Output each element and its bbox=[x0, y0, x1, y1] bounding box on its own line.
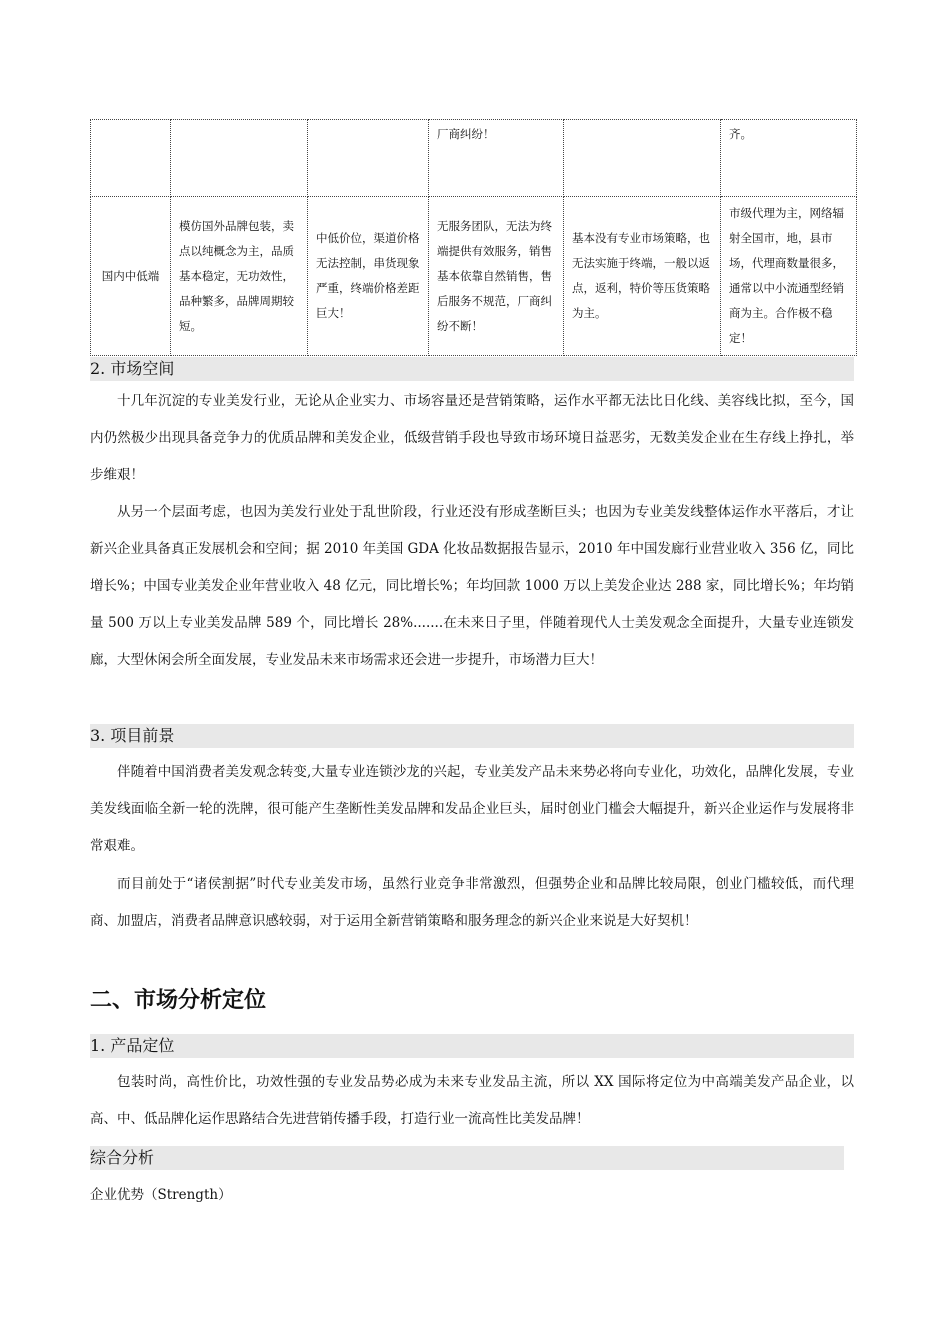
paragraph: 从另一个层面考虑，也因为美发行业处于乱世阶段，行业还没有形成垄断巨头；也因为专业美发线整体运作水平落后，才让新兴企业具备真正发展机会和空间；据 2010 年美国 GDA 化妆品数据报告显示，2010 年中国发廊行业营业收入 356 亿，同比增长%；中国专业美发企业年营业收入 48 亿元，同比增长%；年均回款 1000 万以上美发企业达 288 家，同比增长%；年均销量 500 万以上专业美发品牌 589 个，同比增长 28%.......在未来日子里，伴随着现代人士美发观念全面提升，大量专业连锁发廊，大型休闲会所全面发展，专业发品未来市场需求还会进一步提升，市场潜力巨大！ bbox=[90, 504, 854, 668]
table-cell: 模仿国外品牌包装，卖点以纯概念为主，品质基本稳定，无功效性，品种繁多，品牌周期较短。 bbox=[171, 197, 308, 356]
table-cell: 基本没有专业市场策略，也无法实施于终端，一般以返点，返利，特价等压货策略为主。 bbox=[564, 197, 721, 356]
section-heading-market-space: 2. 市场空间 bbox=[90, 357, 854, 381]
table-cell bbox=[308, 120, 429, 197]
market-comparison-table bbox=[90, 119, 857, 356]
paragraph: 包装时尚，高性价比，功效性强的专业发品势必成为未来专业发品主流，所以 XX 国际将定位为中高端美发产品企业，以高、中、低品牌化运作思路结合先进营销传播手段，打造行业一流高性比美发品牌！ bbox=[90, 1074, 854, 1127]
table-cell: 无服务团队，无法为终端提供有效服务，销售基本依靠自然销售，售后服务不规范，厂商纠纷不断！ bbox=[429, 197, 564, 356]
paragraph: 而目前处于“诸侯割据”时代专业美发市场，虽然行业竞争非常激烈，但强势企业和品牌比较局限，创业门槛较低，而代理商、加盟店，消费者品牌意识感较弱，对于运用全新营销策略和服务理念的新兴企业来说是大好契机！ bbox=[90, 876, 854, 929]
section-heading-product-positioning: 1. 产品定位 bbox=[90, 1034, 854, 1058]
table-cell: 齐。 bbox=[721, 120, 857, 197]
chapter-heading: 二、市场分析定位 bbox=[90, 988, 267, 1013]
table-cell: 市级代理为主，网络辐射全国市，地，县市场，代理商数量很多，通常以中小流通型经销商为主。合作极不稳定！ bbox=[721, 197, 857, 356]
table-row bbox=[91, 197, 857, 356]
table-cell bbox=[91, 120, 171, 197]
table-cell-tier: 国内中低端 bbox=[91, 197, 171, 356]
table-cell: 中低价位，渠道价格无法控制，串货现象严重，终端价格差距巨大！ bbox=[308, 197, 429, 356]
strength-label: 企业优势（Strength） bbox=[90, 1187, 232, 1203]
table-cell bbox=[564, 120, 721, 197]
section-heading-project-outlook: 3. 项目前景 bbox=[90, 724, 854, 748]
table-cell: 厂商纠纷！ bbox=[429, 120, 564, 197]
paragraph: 十几年沉淀的专业美发行业，无论从企业实力、市场容量还是营销策略，运作水平都无法比日化线、美容线比拟，至今，国内仍然极少出现具备竞争力的优质品牌和美发企业，低级营销手段也导致市场环境日益恶劣，无数美发企业在生存线上挣扎，举步维艰！ bbox=[90, 393, 854, 483]
section-heading-comprehensive-analysis: 综合分析 bbox=[90, 1146, 844, 1170]
table-cell bbox=[171, 120, 308, 197]
table-row bbox=[91, 120, 857, 197]
paragraph: 伴随着中国消费者美发观念转变,大量专业连锁沙龙的兴起，专业美发产品未来势必将向专业化，功效化，品牌化发展，专业美发线面临全新一轮的洗牌，很可能产生垄断性美发品牌和发品企业巨头，届时创业门槛会大幅提升，新兴企业运作与发展将非常艰难。 bbox=[90, 764, 854, 854]
